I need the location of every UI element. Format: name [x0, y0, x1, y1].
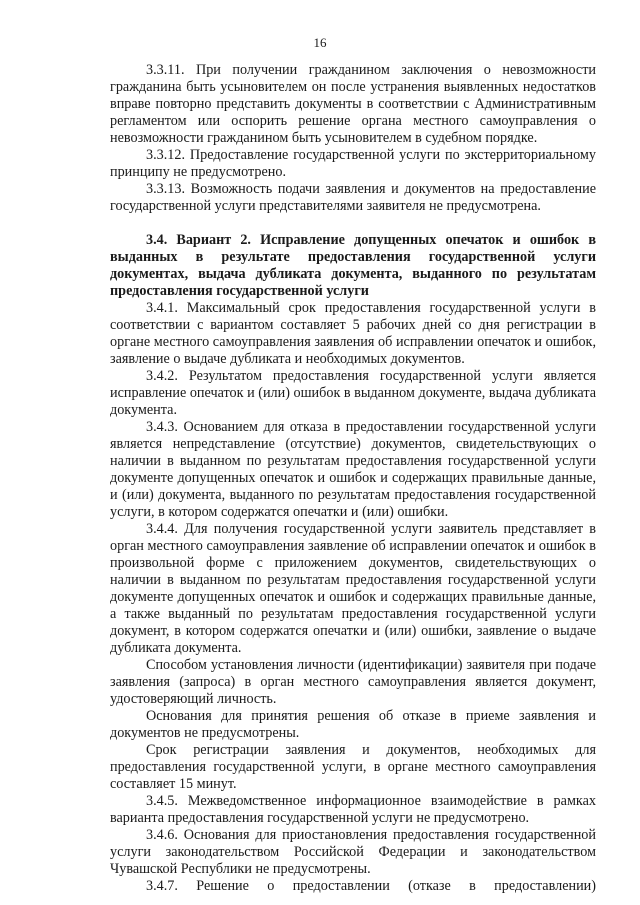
paragraph-3-4-4: 3.4.4. Для получения государственной услуги заявитель представляет в орган местного самоуправления заявление об исправлении опечаток и ошибок в произвольной форме с приложением документов, свидетельствующих о наличии в выданном по результатам предоставления государственной услуги документе допущенных опечаток и ошибок и содержащих правильные данные, а также выданный по результатам предоставления государственной услуги документ, в котором содержатся опечатки и (или) ошибки, заявление о выдаче дубликата документа. [110, 521, 596, 656]
paragraph-3-4-6: 3.4.6. Основания для приостановления предоставления государственной услуги законодательством Российской Федерации и законодательством Чувашской Республики не предусмотрены. [110, 827, 596, 877]
paragraph-registration-term: Срок регистрации заявления и документов, необходимых для предоставления государственной услуги, в органе местного самоуправления составляет 15 минут. [110, 742, 596, 792]
paragraph-refusal-grounds: Основания для принятия решения об отказе в приеме заявления и документов не предусмотрены. [110, 708, 596, 741]
paragraph-3-4-3: 3.4.3. Основанием для отказа в предоставлении государственной услуги является непредставление (отсутствие) документов, свидетельствующих о наличии в выданном по результатам предоставления государственной услуги документе допущенных опечаток и ошибок и содержащих правильные данные, и (или) документа, выданного по результатам предоставления государственной услуги, в котором содержатся опечатки и (или) ошибки. [110, 419, 596, 520]
paragraph-3-4-7: 3.4.7. Решение о предоставлении (отказе в предоставлении) [146, 878, 596, 894]
paragraph-3-3-12: 3.3.12. Предоставление государственной услуги по экстерриториальному принципу не предусмотрено. [110, 147, 596, 180]
paragraph-3-4-2: 3.4.2. Результатом предоставления государственной услуги является исправление опечаток и (или) ошибок в выданном документе, выдача дубликата документа. [110, 368, 596, 418]
section-spacer [110, 215, 596, 232]
paragraph-3-3-13: 3.3.13. Возможность подачи заявления и документов на предоставление государственной услуги представителями заявителя не предусмотрена. [110, 181, 596, 214]
document-body [110, 62, 596, 895]
paragraph-identification: Способом установления личности (идентификации) заявителя при подаче заявления (запроса) в орган местного самоуправления является документ, удостоверяющий личность. [110, 657, 596, 707]
paragraph-3-4-5: 3.4.5. Межведомственное информационное взаимодействие в рамках варианта предоставления государственной услуги не предусмотрено. [110, 793, 596, 826]
paragraph-3-3-11: 3.3.11. При получении гражданином заключения о невозможности гражданина быть усыновителем он после устранения выявленных недостатков вправе повторно представить документы в соответствии с Административным регламентом или оспорить решение органа местного самоуправления о невозможности гражданином быть усыновителем в судебном порядке. [110, 62, 596, 146]
page-number: 16 [313, 35, 327, 50]
section-heading-3-4: 3.4. Вариант 2. Исправление допущенных опечаток и ошибок в выданных в результате предоставления государственной услуги документах, выдача дубликата документа, выданного по результатам предоставления государственной услуги [110, 232, 596, 299]
paragraph-3-4-1: 3.4.1. Максимальный срок предоставления государственной услуги в соответствии с вариантом составляет 5 рабочих дней со дня регистрации в органе местного самоуправления заявления об исправлении опечаток и ошибок, заявление о выдаче дубликата и необходимых документов. [110, 300, 596, 367]
